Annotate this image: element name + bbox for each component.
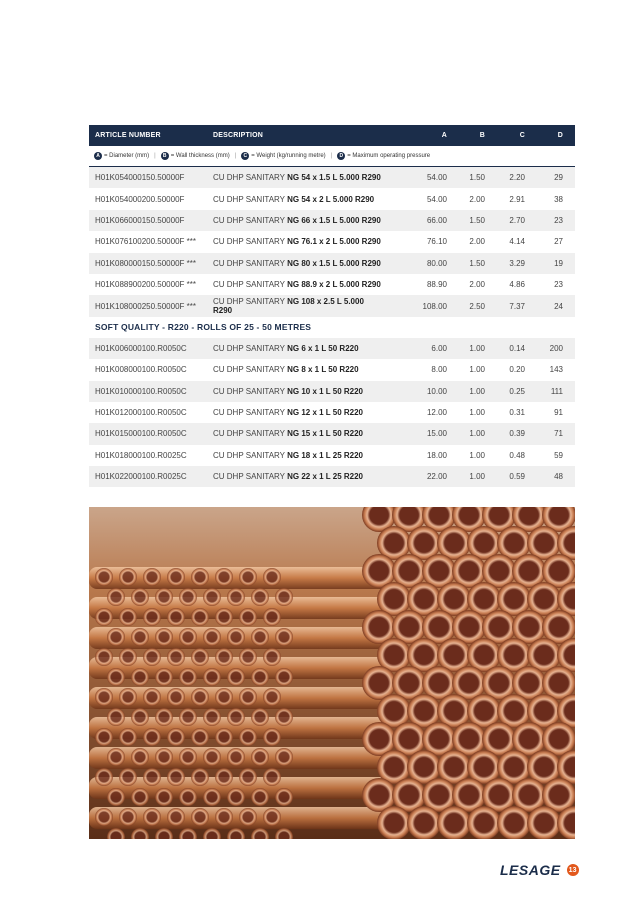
cell-d: 24 (554, 301, 563, 311)
pipe-end (107, 628, 125, 646)
pipe-end (203, 788, 221, 806)
table-row (89, 210, 575, 231)
pipe-end (203, 668, 221, 686)
pipe-end (107, 668, 125, 686)
legend-item-a (94, 152, 149, 160)
pipe-end (179, 748, 197, 766)
header-b: B (479, 132, 485, 139)
cell-d: 143 (549, 365, 563, 375)
pipe-end (167, 808, 185, 826)
cell-c: 7.37 (509, 301, 525, 311)
pipe-end (239, 688, 257, 706)
pipe-end (107, 708, 125, 726)
cell-article-number: H01K108000250.50000F *** (95, 301, 196, 311)
cell-b: 1.00 (469, 365, 485, 375)
cell-article-number: H01K018000100.R0025C (95, 450, 187, 460)
cell-article-number: H01K008000100.R0050C (95, 365, 187, 375)
pipe-end (251, 668, 269, 686)
pipe-end (167, 688, 185, 706)
pipe-end (239, 768, 257, 786)
cell-a: 66.00 (426, 215, 447, 225)
cell-article-number: H01K054000200.50000F (95, 194, 185, 204)
pipe-end (263, 728, 281, 746)
pipe-end (119, 728, 137, 746)
table-row (89, 466, 575, 487)
cell-b: 1.00 (469, 429, 485, 439)
cell-b: 2.00 (469, 194, 485, 204)
copper-pipes-photo (89, 507, 575, 839)
pipe-end (131, 708, 149, 726)
cell-description (207, 237, 385, 246)
pipe-end (191, 768, 209, 786)
cell-b: 1.00 (469, 408, 485, 418)
description-prefix: CU DHP SANITARY (213, 215, 288, 225)
legend-text-c: = Weight (kg/running metre) (251, 153, 326, 159)
cell-c: 0.25 (509, 386, 525, 396)
pipe-end (155, 748, 173, 766)
legend-badge-b: B (161, 152, 169, 160)
pipe-end (215, 808, 233, 826)
cell-d: 27 (554, 237, 563, 247)
pipe-end (191, 728, 209, 746)
legend-badge-c: C (241, 152, 249, 160)
description-prefix: CU DHP SANITARY (213, 173, 288, 183)
pipe-end (227, 748, 245, 766)
description-prefix: CU DHP SANITARY (213, 429, 288, 439)
cell-a: 76.10 (426, 237, 447, 247)
table-row (89, 274, 575, 295)
legend-text-b: = Wall thickness (mm) (170, 153, 230, 159)
pipe-end (119, 768, 137, 786)
cell-b: 1.50 (469, 215, 485, 225)
pipe-end (263, 568, 281, 586)
cell-article-number: H01K015000100.R0050C (95, 429, 187, 439)
cell-description (207, 259, 385, 268)
table-row (89, 167, 575, 188)
table-row (89, 445, 575, 466)
cell-article-number: H01K012000100.R0050C (95, 408, 187, 418)
pipe-end (119, 608, 137, 626)
cell-description (207, 280, 385, 289)
pipe-end (95, 808, 113, 826)
description-prefix: CU DHP SANITARY (213, 258, 288, 268)
description-spec: NG 12 x 1 L 50 R220 (287, 408, 363, 418)
pipe-end (251, 588, 269, 606)
legend-separator: | (330, 153, 333, 159)
pipe-end (143, 648, 161, 666)
description-spec: NG 88.9 x 2 L 5.000 R290 (287, 280, 381, 290)
logo-text: LESAGE (500, 862, 561, 878)
pipe-end (227, 668, 245, 686)
cell-a: 88.90 (426, 280, 447, 290)
description-prefix: CU DHP SANITARY (213, 343, 288, 353)
cell-description (207, 365, 385, 374)
table-body-soft-quality (89, 338, 575, 488)
pipe-end (263, 688, 281, 706)
pipe-end (227, 628, 245, 646)
cell-a: 54.00 (426, 194, 447, 204)
pipe-end (119, 808, 137, 826)
copper-pipes-image (89, 507, 575, 839)
pipe-end (167, 768, 185, 786)
pipe-end (191, 568, 209, 586)
description-spec: NG 54 x 1.5 L 5.000 R290 (287, 173, 381, 183)
pipe-end (215, 568, 233, 586)
header-article-number: ARTICLE NUMBER (95, 132, 161, 139)
table-row (89, 402, 575, 423)
pipe-end (95, 728, 113, 746)
pipe-end (203, 588, 221, 606)
pipe-end (131, 668, 149, 686)
pipe-end (95, 688, 113, 706)
pipe-end (263, 608, 281, 626)
legend-text-a: = Diameter (mm) (104, 153, 150, 159)
cell-d: 48 (554, 472, 563, 482)
table-row (89, 188, 575, 209)
cell-a: 15.00 (426, 429, 447, 439)
cell-description (207, 387, 385, 396)
pipe-end (167, 648, 185, 666)
pipe-end (527, 806, 561, 839)
description-spec: NG 8 x 1 L 50 R220 (287, 365, 359, 375)
cell-d: 38 (554, 194, 563, 204)
legend-text-d: = Maximum operating pressure (347, 153, 431, 159)
cell-b: 2.50 (469, 301, 485, 311)
cell-b: 1.00 (469, 343, 485, 353)
cell-c: 2.20 (509, 173, 525, 183)
description-spec: NG 108 x 2.5 L 5.000 R290 (213, 297, 364, 316)
description-spec: NG 66 x 1.5 L 5.000 R290 (287, 215, 381, 225)
table-row (89, 231, 575, 252)
pipe-end (155, 588, 173, 606)
pipe-end (119, 688, 137, 706)
table-body-hard-quality (89, 167, 575, 317)
pipe-end (131, 628, 149, 646)
cell-article-number: H01K066000150.50000F (95, 215, 185, 225)
pipe-end (437, 806, 471, 839)
pipe-end (107, 748, 125, 766)
pipe-end (227, 788, 245, 806)
pipe-end (143, 808, 161, 826)
pipe-end (95, 568, 113, 586)
cell-article-number: H01K010000100.R0050C (95, 386, 187, 396)
cell-article-number: H01K080000150.50000F *** (95, 258, 196, 268)
legend-badge-d: D (337, 152, 345, 160)
pipe-end (239, 728, 257, 746)
cell-description (207, 472, 385, 481)
pipe-end (179, 588, 197, 606)
pipe-end (263, 768, 281, 786)
description-spec: NG 6 x 1 L 50 R220 (287, 343, 359, 353)
cell-d: 23 (554, 280, 563, 290)
description-spec: NG 76.1 x 2 L 5.000 R290 (287, 237, 381, 247)
pipe-end (215, 608, 233, 626)
legend-item-c (241, 152, 325, 160)
cell-b: 1.00 (469, 386, 485, 396)
cell-a: 10.00 (426, 386, 447, 396)
cell-c: 0.59 (509, 472, 525, 482)
pipe-end (251, 748, 269, 766)
pipe-end (239, 808, 257, 826)
cell-c: 0.14 (509, 343, 525, 353)
description-spec: NG 54 x 2 L 5.000 R290 (287, 194, 375, 204)
cell-description (207, 429, 385, 438)
cell-article-number: H01K088900200.50000F *** (95, 280, 196, 290)
pipe-end (155, 628, 173, 646)
cell-b: 1.00 (469, 472, 485, 482)
legend (89, 146, 575, 167)
table-row (89, 253, 575, 274)
cell-d: 200 (549, 343, 563, 353)
table-row (89, 359, 575, 380)
cell-d: 91 (554, 408, 563, 418)
pipe-end (275, 628, 293, 646)
description-spec: NG 18 x 1 L 25 R220 (287, 450, 363, 460)
pipe-end (251, 628, 269, 646)
description-spec: NG 15 x 1 L 50 R220 (287, 429, 363, 439)
pipe-end (167, 728, 185, 746)
pipe-end (239, 648, 257, 666)
pipe-end (143, 568, 161, 586)
pipe-end (275, 788, 293, 806)
pipe-end (95, 608, 113, 626)
pipe-end (239, 608, 257, 626)
pipe-end (467, 806, 501, 839)
pipe-end (167, 608, 185, 626)
table-row (89, 338, 575, 359)
cell-b: 1.50 (469, 173, 485, 183)
cell-b: 1.00 (469, 450, 485, 460)
pipe-end (167, 568, 185, 586)
cell-d: 59 (554, 450, 563, 460)
table-header (89, 125, 575, 146)
legend-item-d (337, 152, 430, 160)
pipe-end (227, 708, 245, 726)
pipe-end (275, 588, 293, 606)
cell-description (207, 195, 385, 204)
cell-d: 111 (550, 386, 563, 396)
description-spec: NG 10 x 1 L 50 R220 (287, 386, 363, 396)
pipe-end (191, 608, 209, 626)
pipe-end (203, 748, 221, 766)
cell-c: 0.39 (509, 429, 525, 439)
cell-article-number: H01K022000100.R0025C (95, 472, 187, 482)
cell-a: 22.00 (426, 472, 447, 482)
pipe-end (155, 668, 173, 686)
section-title: SOFT QUALITY - R220 - ROLLS OF 25 - 50 METRES (95, 322, 312, 333)
pipe-end (215, 648, 233, 666)
pipe-end (251, 788, 269, 806)
header-a: A (441, 132, 447, 139)
page-number: 13 (567, 864, 579, 876)
pipe-end (497, 806, 531, 839)
cell-a: 6.00 (431, 343, 447, 353)
pipe-end (155, 788, 173, 806)
cell-description (207, 344, 385, 353)
cell-d: 71 (554, 429, 563, 439)
cell-a: 80.00 (426, 258, 447, 268)
cell-b: 1.50 (469, 258, 485, 268)
pipe-end (275, 668, 293, 686)
pipe-end (215, 688, 233, 706)
cell-c: 4.86 (509, 280, 525, 290)
description-prefix: CU DHP SANITARY (213, 280, 288, 290)
cell-article-number: H01K054000150.50000F (95, 173, 185, 183)
cell-d: 23 (554, 215, 563, 225)
cell-a: 8.00 (431, 365, 447, 375)
pipe-end (227, 588, 245, 606)
header-description: DESCRIPTION (213, 132, 264, 139)
pipe-end (119, 568, 137, 586)
pipe-end (143, 728, 161, 746)
table-row (89, 295, 575, 316)
cell-c: 0.31 (509, 408, 525, 418)
legend-separator: | (154, 153, 156, 159)
cell-article-number: H01K006000100.R0050C (95, 343, 187, 353)
pipe-end (131, 748, 149, 766)
pipe-end (239, 568, 257, 586)
legend-badge-a: A (94, 152, 102, 160)
description-spec: NG 80 x 1.5 L 5.000 R290 (287, 258, 381, 268)
cell-a: 18.00 (426, 450, 447, 460)
pipe-end (215, 768, 233, 786)
cell-c: 0.48 (509, 450, 525, 460)
pipe-end (215, 728, 233, 746)
cell-description (207, 408, 385, 417)
pipe-end (191, 648, 209, 666)
cell-description (207, 297, 385, 315)
cell-c: 2.70 (509, 215, 525, 225)
pipe-end (95, 648, 113, 666)
header-d: D (557, 132, 563, 139)
pipe-end (263, 808, 281, 826)
pipe-end (263, 648, 281, 666)
cell-description (207, 216, 385, 225)
pipe-end (275, 748, 293, 766)
legend-separator: | (234, 153, 237, 159)
pipe-end (179, 668, 197, 686)
cell-d: 19 (554, 258, 563, 268)
pipe-end (191, 688, 209, 706)
cell-a: 12.00 (426, 408, 447, 418)
pipe-end (107, 788, 125, 806)
pipe-end (203, 708, 221, 726)
header-c: C (519, 132, 525, 139)
pipe-end (131, 788, 149, 806)
cell-a: 108.00 (422, 301, 447, 311)
pipe-end (407, 806, 441, 839)
pipe-end (179, 628, 197, 646)
pipe-end (275, 708, 293, 726)
pipe-end (155, 708, 173, 726)
description-spec: NG 22 x 1 L 25 R220 (287, 472, 363, 482)
cell-d: 29 (554, 173, 563, 183)
pipe-end (251, 708, 269, 726)
pipe-end (377, 806, 411, 839)
pipe-end (95, 768, 113, 786)
description-prefix: CU DHP SANITARY (213, 237, 288, 247)
pipe-end (179, 708, 197, 726)
description-prefix: CU DHP SANITARY (213, 450, 288, 460)
description-prefix: CU DHP SANITARY (213, 194, 288, 204)
cell-article-number: H01K076100200.50000F *** (95, 237, 196, 247)
cell-c: 2.91 (509, 194, 525, 204)
legend-item-b (161, 152, 230, 160)
description-prefix: CU DHP SANITARY (213, 297, 288, 307)
pipe-end (143, 608, 161, 626)
pipe-end (179, 788, 197, 806)
product-table (89, 125, 575, 487)
pipe-end (143, 688, 161, 706)
description-prefix: CU DHP SANITARY (213, 386, 288, 396)
cell-c: 4.14 (509, 237, 525, 247)
cell-b: 2.00 (469, 237, 485, 247)
cell-b: 2.00 (469, 280, 485, 290)
cell-description (207, 451, 385, 460)
pipe-end (203, 628, 221, 646)
description-prefix: CU DHP SANITARY (213, 408, 288, 418)
brand-logo (500, 862, 579, 878)
pipe-end (131, 588, 149, 606)
pipe-end (119, 648, 137, 666)
pipe-end (143, 768, 161, 786)
pipe-end (107, 588, 125, 606)
cell-c: 0.20 (509, 365, 525, 375)
cell-a: 54.00 (426, 173, 447, 183)
cell-description (207, 173, 385, 182)
cell-c: 3.29 (509, 258, 525, 268)
description-prefix: CU DHP SANITARY (213, 472, 288, 482)
table-row (89, 423, 575, 444)
table-row (89, 381, 575, 402)
description-prefix: CU DHP SANITARY (213, 365, 288, 375)
pipe-end (191, 808, 209, 826)
